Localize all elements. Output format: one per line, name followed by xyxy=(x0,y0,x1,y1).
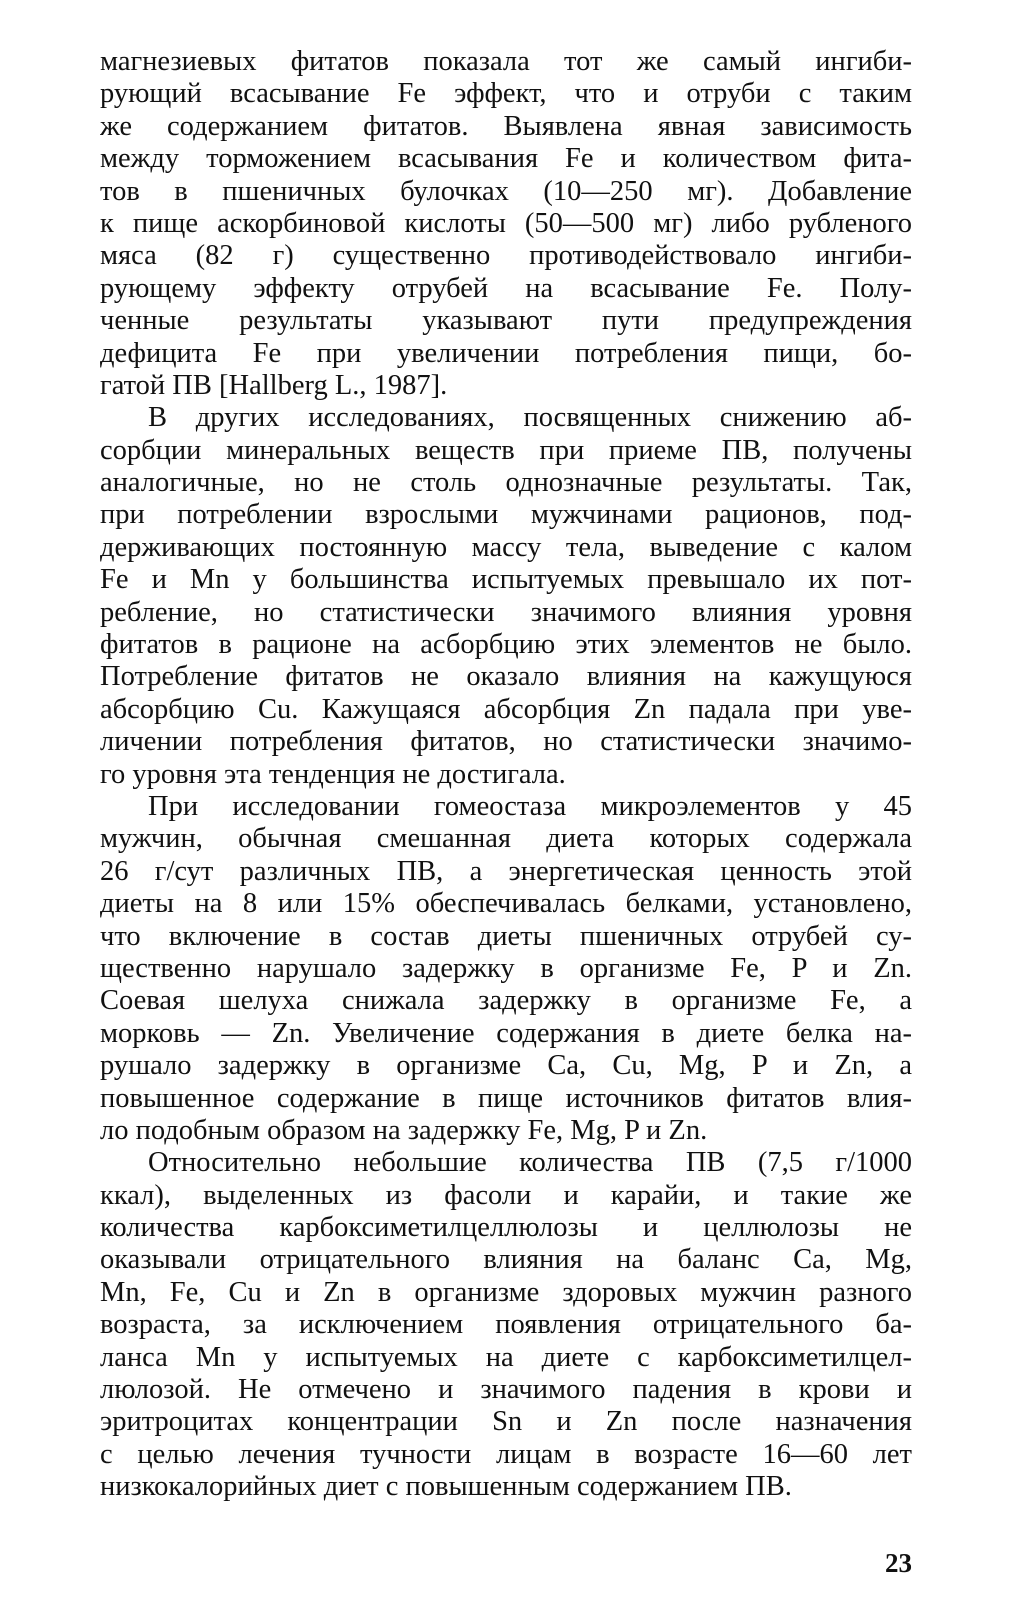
text-line: оказывали отрицательного влияния на баланс Ca, Mg, xyxy=(100,1244,912,1276)
text-line: гатой ПВ [Hallberg L., 1987]. xyxy=(100,369,448,401)
text-line: аналогичные, но не столь однозначные результаты. Так, xyxy=(100,467,912,499)
text-line: эритроцитах концентрации Sn и Zn после назначения xyxy=(100,1406,912,1438)
text-line: низкокалорийных диет с повышенным содержанием ПВ. xyxy=(100,1471,792,1503)
text-line: между торможением всасывания Fe и количеством фита- xyxy=(100,143,912,175)
text-line: сорбции минеральных веществ при приеме ПВ, получены xyxy=(100,434,912,466)
paragraph xyxy=(100,402,912,791)
paragraph xyxy=(100,1147,912,1503)
text-line: ккал), выделенных из фасоли и карайи, и такие же xyxy=(100,1179,912,1211)
text-line: при потреблении взрослыми мужчинами рационов, под- xyxy=(100,499,912,531)
text-line: дефицита Fe при увеличении потребления пищи, бо- xyxy=(100,337,912,369)
page-body xyxy=(100,46,912,1546)
text-line: личении потребления фитатов, но статистически значимо- xyxy=(100,726,912,758)
text-line: Соевая шелуха снижала задержку в организме Fe, а xyxy=(100,985,912,1017)
text-line: го уровня эта тенденция не достигала. xyxy=(100,758,566,790)
text-line: ребление, но статистически значимого влияния уровня xyxy=(100,596,912,628)
text-line: магнезиевых фитатов показала тот же самый ингиби- xyxy=(100,46,912,77)
text-line: количества карбоксиметилцеллюлозы и целлюлозы не xyxy=(100,1212,912,1244)
text-line: рушало задержку в организме Ca, Cu, Mg, P и Zn, а xyxy=(100,1050,912,1082)
text-line: рующему эффекту отрубей на всасывание Fe. Полу- xyxy=(100,272,912,304)
text-line: с целью лечения тучности лицам в возрасте 16—60 лет xyxy=(100,1438,912,1470)
paragraph xyxy=(100,46,912,402)
text-line: Mn, Fe, Cu и Zn в организме здоровых мужчин разного xyxy=(100,1276,912,1308)
text-line: ченные результаты указывают пути предупреждения xyxy=(100,305,912,337)
text-line: ланса Mn у испытуемых на диете с карбоксиметилцел- xyxy=(100,1341,912,1373)
text-line: фитатов в рационе на асборбцию этих элементов не было. xyxy=(100,629,912,661)
text-line: мужчин, обычная смешанная диета которых содержала xyxy=(100,823,912,855)
text-line: возраста, за исключением появления отрицательного ба- xyxy=(100,1309,912,1341)
text-line: щественно нарушало задержку в организме Fe, P и Zn. xyxy=(100,952,912,984)
text-line: к пище аскорбиновой кислоты (50—500 мг) либо рубленого xyxy=(100,207,912,239)
text-line: В других исследованиях, посвященных снижению аб- xyxy=(148,402,912,434)
text-line: Относительно небольшие количества ПВ (7,5 г/1000 xyxy=(148,1147,912,1179)
text-body xyxy=(100,46,912,1504)
text-line: же содержанием фитатов. Выявлена явная зависимость xyxy=(100,110,912,142)
text-line: рующий всасывание Fe эффект, что и отруби с таким xyxy=(100,78,912,110)
text-line: Fe и Mn у большинства испытуемых превышало их пот- xyxy=(100,564,912,596)
text-line: что включение в состав диеты пшеничных отрубей су- xyxy=(100,920,912,952)
text-line: диеты на 8 или 15% обеспечивалась белками, установлено, xyxy=(100,888,912,920)
text-line: тов в пшеничных булочках (10—250 мг). Добавление xyxy=(100,175,912,207)
text-line: держивающих постоянную массу тела, выведение с калом xyxy=(100,531,912,563)
text-line: морковь — Zn. Увеличение содержания в диете белка на- xyxy=(100,1017,912,1049)
text-line: повышенное содержание в пище источников фитатов влия- xyxy=(100,1082,912,1114)
text-line: люлозой. Не отмечено и значимого падения в крови и xyxy=(100,1374,912,1406)
text-line: мяса (82 г) существенно противодействовало ингиби- xyxy=(100,240,912,272)
text-line: 26 г/сут различных ПВ, а энергетическая ценность этой xyxy=(100,855,912,887)
paragraph xyxy=(100,791,912,1147)
text-line: При исследовании гомеостаза микроэлементов у 45 xyxy=(148,790,912,822)
text-line: ло подобным образом на задержку Fe, Mg, P и Zn. xyxy=(100,1114,708,1146)
page-number: 23 xyxy=(885,1548,912,1578)
text-line: абсорбцию Cu. Кажущаяся абсорбция Zn падала при уве- xyxy=(100,693,912,725)
text-line: Потребление фитатов не оказало влияния на кажущуюся xyxy=(100,661,912,693)
